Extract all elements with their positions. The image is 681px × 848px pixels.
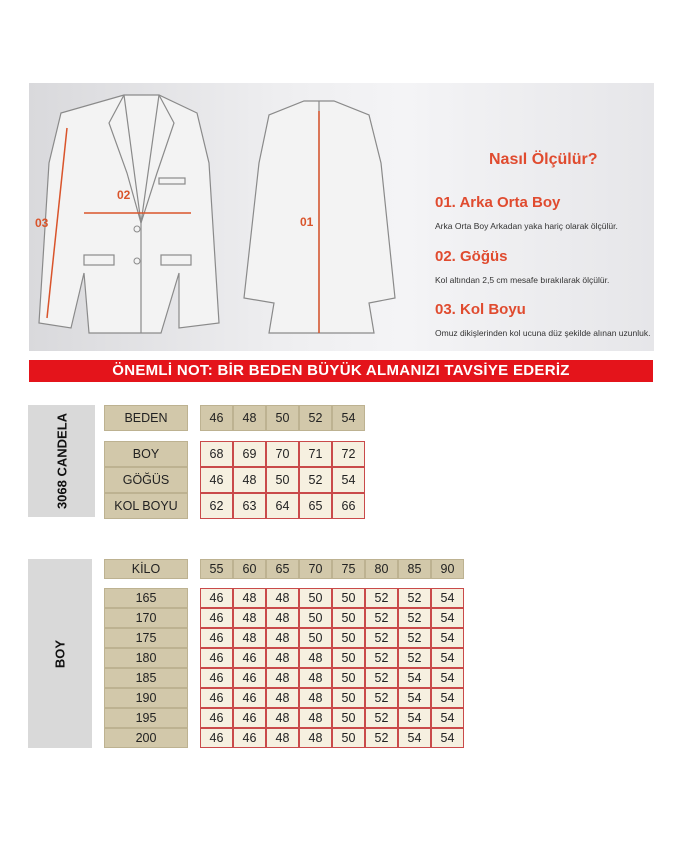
- table-cell: 50: [332, 648, 365, 668]
- row-label-boy: BOY: [104, 441, 188, 467]
- table-cell: 52: [398, 648, 431, 668]
- height-row-label: 185: [104, 668, 188, 688]
- height-row-label: 165: [104, 588, 188, 608]
- table-cell: 54: [398, 688, 431, 708]
- table-cell: 46: [200, 608, 233, 628]
- size-header: 50: [266, 405, 299, 431]
- table-cell: 52: [365, 628, 398, 648]
- table-cell: 54: [398, 708, 431, 728]
- table-cell: 46: [233, 688, 266, 708]
- table-cell: 48: [233, 608, 266, 628]
- table-cell: 50: [299, 608, 332, 628]
- table-cell: 72: [332, 441, 365, 467]
- table-cell: 50: [332, 608, 365, 628]
- table-cell: 46: [233, 668, 266, 688]
- table-cell: 48: [266, 708, 299, 728]
- table-cell: 54: [431, 648, 464, 668]
- weight-header: 55: [200, 559, 233, 579]
- step-2-title: 02. Göğüs: [435, 248, 508, 265]
- table-cell: 50: [332, 728, 365, 748]
- height-label: BOY: [52, 639, 68, 668]
- table-cell: 52: [299, 467, 332, 493]
- table-cell: 46: [200, 588, 233, 608]
- table-cell: 50: [299, 628, 332, 648]
- table-cell: 48: [233, 467, 266, 493]
- table-cell: 48: [233, 588, 266, 608]
- table-cell: 50: [332, 708, 365, 728]
- table-cell: 52: [365, 728, 398, 748]
- table-cell: 50: [266, 467, 299, 493]
- weight-header: 75: [332, 559, 365, 579]
- table-cell: 48: [299, 668, 332, 688]
- table-cell: 48: [266, 628, 299, 648]
- table-cell: 52: [365, 708, 398, 728]
- table-cell: 50: [332, 668, 365, 688]
- table-cell: 54: [332, 467, 365, 493]
- size-header: 52: [299, 405, 332, 431]
- table-cell: 62: [200, 493, 233, 519]
- table-cell: 52: [365, 668, 398, 688]
- step-2-desc: Kol altından 2,5 cm mesafe bırakılarak ölçülür.: [435, 275, 610, 285]
- table-cell: 71: [299, 441, 332, 467]
- height-row-label: 190: [104, 688, 188, 708]
- table-cell: 64: [266, 493, 299, 519]
- weight-header: 85: [398, 559, 431, 579]
- table-cell: 54: [431, 628, 464, 648]
- row-label-gogus: GÖĞÜS: [104, 467, 188, 493]
- table-cell: 48: [266, 728, 299, 748]
- table-cell: 46: [233, 648, 266, 668]
- table-cell: 46: [200, 688, 233, 708]
- important-note: ÖNEMLİ NOT: BİR BEDEN BÜYÜK ALMANIZI TAVSİYE EDERİZ: [29, 360, 653, 382]
- table-cell: 48: [299, 708, 332, 728]
- table-cell: 54: [398, 728, 431, 748]
- table-cell: 52: [398, 588, 431, 608]
- table-cell: 48: [266, 588, 299, 608]
- table-cell: 54: [431, 608, 464, 628]
- table-cell: 46: [200, 728, 233, 748]
- weight-header: 90: [431, 559, 464, 579]
- table-cell: 69: [233, 441, 266, 467]
- table-cell: 50: [332, 588, 365, 608]
- table-cell: 48: [299, 648, 332, 668]
- measurement-guide: [29, 83, 654, 351]
- step-3-title: 03. Kol Boyu: [435, 301, 526, 318]
- table-cell: 52: [365, 648, 398, 668]
- table-cell: 48: [266, 648, 299, 668]
- height-row-label: 195: [104, 708, 188, 728]
- fit-table-side-label: [28, 559, 92, 748]
- table-cell: 48: [299, 728, 332, 748]
- table-cell: 48: [233, 628, 266, 648]
- table-cell: 52: [398, 608, 431, 628]
- weight-header: 80: [365, 559, 398, 579]
- table-cell: 46: [200, 708, 233, 728]
- table-cell: 50: [332, 688, 365, 708]
- table-cell: 54: [431, 708, 464, 728]
- kilo-header: KİLO: [104, 559, 188, 579]
- table-cell: 52: [365, 688, 398, 708]
- table-cell: 52: [365, 608, 398, 628]
- height-row-label: 175: [104, 628, 188, 648]
- size-header: 48: [233, 405, 266, 431]
- table-cell: 46: [233, 728, 266, 748]
- height-row-label: 200: [104, 728, 188, 748]
- table-cell: 46: [200, 628, 233, 648]
- table-cell: 48: [266, 668, 299, 688]
- table-cell: 65: [299, 493, 332, 519]
- table-cell: 63: [233, 493, 266, 519]
- table-cell: 46: [233, 708, 266, 728]
- size-table-side-label: [28, 405, 95, 517]
- table-cell: 70: [266, 441, 299, 467]
- size-header: 54: [332, 405, 365, 431]
- table-cell: 46: [200, 668, 233, 688]
- height-row-label: 170: [104, 608, 188, 628]
- row-label-kol-boyu: KOL BOYU: [104, 493, 188, 519]
- table-cell: 46: [200, 467, 233, 493]
- marker-03: 03: [35, 216, 49, 230]
- weight-header: 70: [299, 559, 332, 579]
- marker-02: 02: [117, 188, 131, 202]
- weight-header: 65: [266, 559, 299, 579]
- table-cell: 68: [200, 441, 233, 467]
- beden-header: BEDEN: [104, 405, 188, 431]
- table-cell: 48: [299, 688, 332, 708]
- weight-header: 60: [233, 559, 266, 579]
- step-1-title: 01. Arka Orta Boy: [435, 194, 561, 211]
- table-cell: 54: [431, 668, 464, 688]
- table-cell: 54: [398, 668, 431, 688]
- table-cell: 50: [299, 588, 332, 608]
- step-1-desc: Arka Orta Boy Arkadan yaka hariç olarak ölçülür.: [435, 221, 618, 231]
- jacket-illustration: [29, 83, 654, 351]
- table-cell: 52: [398, 628, 431, 648]
- table-cell: 50: [332, 628, 365, 648]
- table-cell: 66: [332, 493, 365, 519]
- table-cell: 54: [431, 588, 464, 608]
- table-cell: 54: [431, 728, 464, 748]
- model-code: 3068 CANDELA: [54, 412, 69, 510]
- step-3-desc: Omuz dikişlerinden kol ucuna düz şekilde alınan uzunluk.: [435, 328, 651, 338]
- height-row-label: 180: [104, 648, 188, 668]
- table-cell: 48: [266, 688, 299, 708]
- guide-title: Nasıl Ölçülür?: [489, 151, 598, 168]
- marker-01: 01: [300, 215, 314, 229]
- table-cell: 52: [365, 588, 398, 608]
- table-cell: 46: [200, 648, 233, 668]
- table-cell: 48: [266, 608, 299, 628]
- size-header: 46: [200, 405, 233, 431]
- table-cell: 54: [431, 688, 464, 708]
